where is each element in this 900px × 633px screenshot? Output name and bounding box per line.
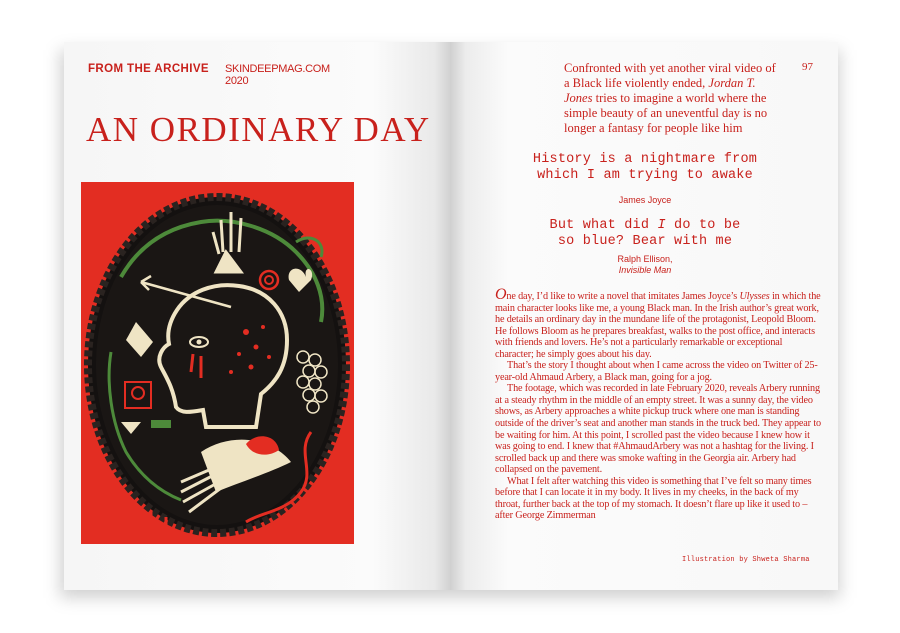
- quote2-attribution: [500, 254, 790, 276]
- author-name: Jordan T. Jones: [564, 76, 756, 105]
- quote1-line2: which I am trying to awake: [537, 168, 753, 183]
- epigraph-quote-2: [500, 218, 790, 250]
- paragraph-4: What I felt after watching this video is something that I’ve felt so many times before that I can locate it in my body. It lives in my cheeks, in the back of my throat, further back at the top of my stomach. It doesn’t flare up like it used to – after George Zimmerman: [495, 475, 812, 522]
- drop-cap: O: [495, 286, 507, 303]
- quote2-work: Invisible Man: [618, 265, 672, 275]
- illustration: [81, 182, 354, 544]
- article-body: [495, 286, 821, 522]
- quote1-line1: History is a nightmare from: [532, 152, 758, 167]
- standfirst: [564, 61, 776, 136]
- illustration-artwork: [81, 182, 354, 544]
- illustration-credit: Illustration by Shweta Sharma: [682, 556, 810, 564]
- site-credit: [225, 63, 330, 87]
- epigraph-quote-1: [500, 152, 790, 184]
- paragraph-2: That’s the story I thought about when I came across the video on Twitter of 25-year-old Ahmaud Arbery, a Black man, going for a jog.: [495, 360, 818, 383]
- paragraph-1: One day, I’d like to write a novel that imitates James Joyce’s Ulysses in which the main character looks like me, a young Black man. In the Irish author’s great work, he details an ordinary day in the mundane life of the protagonist, Leopold Bloom. He follows Bloom as he prepares breakfast, walks to the post office, and interacts with friends and lovers. He’s not a particularly remarkable or exceptional character; he simply goes about his day.: [495, 286, 821, 360]
- paragraph-3: The footage, which was recorded in late February 2020, reveals Arbery running at a steady rhythm in the middle of an empty street. It was a sunny day, the video shows, as Arbery approaches a white pickup truck where one man is standing outside of the driver’s seat and another man stands in the truck bed. They appear to be waiting for him. At this point, I scrolled past the video because I knew how it was going to end. I knew that #AhmaudArbery was not a hashtag for the living. I scrolled back up and there was smoke wafting in the Georgia air. Arbery had collapsed on the pavement.: [495, 383, 821, 476]
- standfirst-text-end: tries to imagine a world where the simple beauty of an uneventful day is no longer a fantasy for people like him: [564, 91, 768, 135]
- page-number: 97: [802, 61, 813, 73]
- quote2-author: Ralph Ellison,: [617, 254, 673, 264]
- site-year: 2020: [225, 75, 249, 87]
- section-kicker: FROM THE ARCHIVE: [88, 63, 209, 75]
- quote2-line1: But what did I do to be: [549, 218, 741, 233]
- quote1-attribution: James Joyce: [618, 195, 672, 205]
- right-page: [450, 42, 838, 590]
- article-title: AN ORDINARY DAY: [86, 110, 431, 149]
- quote2-line2: so blue? Bear with me: [557, 234, 733, 249]
- site-url: SKINDEEPMAG.COM: [225, 63, 330, 75]
- left-page: [64, 42, 450, 590]
- standfirst-text: Confronted with yet another viral video of a Black life violently ended,: [564, 61, 776, 90]
